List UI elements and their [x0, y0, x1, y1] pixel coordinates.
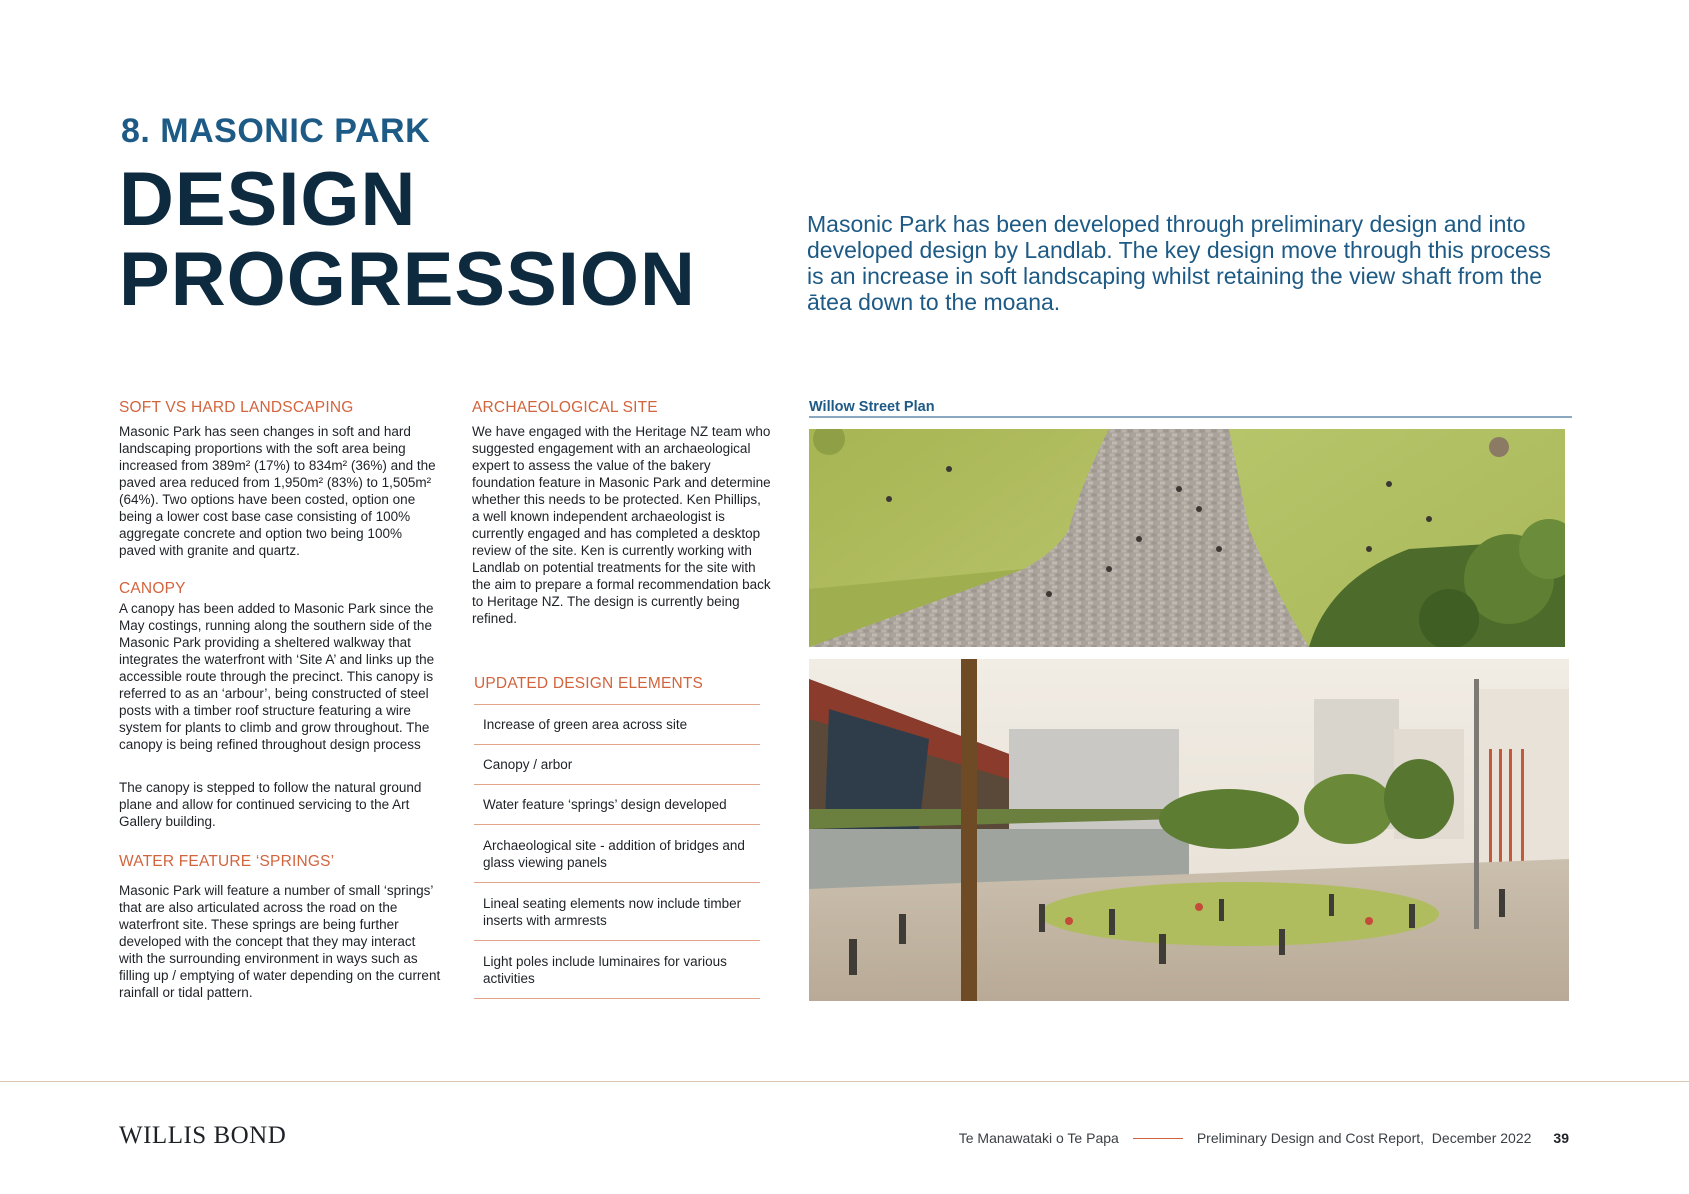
water-feature-body: Masonic Park will feature a number of small ‘springs’ that are also articulated across the road on the waterfront site. These springs are being further developed with the concept that they may interact with the surrounding environment in ways such as filling up / emptying of water depending on the current rainfall or tidal pattern. — [119, 883, 441, 1000]
plan-label: Willow Street Plan — [809, 399, 935, 415]
list-item: Increase of green area across site — [474, 705, 760, 745]
street-perspective-image — [809, 659, 1569, 1001]
canopy-body-1: A canopy has been added to Masonic Park since the May costings, running along the southern side of the Masonic Park providing a sheltered walkway that integrates the waterfront with ‘Site A’ and links up the accessible route through the precinct. This canopy is referred to as an ‘arbour’, being constructed of steel posts with a timber roof structure featuring a wire system for plants to climb and grow throughout. The canopy is being refined throughout design process — [119, 601, 435, 752]
footer-project: Te Manawataki o Te Papa — [958, 1130, 1119, 1146]
water-feature-heading: WATER FEATURE ‘SPRINGS’ — [119, 853, 335, 870]
updated-elements-list — [474, 704, 760, 999]
page-title-line-1: DESIGN — [119, 157, 417, 242]
footer-dash — [1133, 1138, 1183, 1139]
intro-paragraph: Masonic Park has been developed through preliminary design and into developed design by Landlab. The key design move through this process is an increase in soft landscaping whilst retaining the view shaft from the ātea down to the moana. — [807, 211, 1551, 315]
list-item: Light poles include luminaires for various activities — [474, 941, 760, 999]
footer-report: Preliminary Design and Cost Report, December 2022 — [1196, 1130, 1532, 1146]
page-number: 39 — [1553, 1130, 1569, 1146]
list-item: Archaeological site - addition of bridges and glass viewing panels — [474, 825, 760, 883]
list-item: Canopy / arbor — [474, 745, 760, 785]
footer-info — [959, 1130, 1569, 1146]
soft-hard-body: Masonic Park has seen changes in soft and hard landscaping proportions with the soft area being increased from 389m² (17%) to 834m² (36%) and the paved area reduced from 1,950m² (83%) to 1,505m² (64%). Two options have been costed, option one being a lower cost base case consisting of 100% aggregate concrete and option two being 100% paved with granite and quartz. — [119, 424, 436, 558]
list-item: Water feature ‘springs’ design developed — [474, 785, 760, 825]
archaeological-body: We have engaged with the Heritage NZ team who suggested engagement with an archaeological expert to assess the value of the bakery foundation feature in Masonic Park and determine whether this needs to be protected. Ken Phillips, a well known independent archaeologist is currently engaged and has completed a desktop review of the site. Ken is currently working with Landlab on potential treatments for the site with the aim to prepare a formal recommendation back to Heritage NZ. The design is currently being refined. — [472, 424, 771, 626]
page-title-line-2: PROGRESSION — [119, 237, 696, 322]
page-title — [119, 157, 696, 322]
section-subtitle: 8. MASONIC PARK — [121, 112, 431, 150]
updated-elements-heading: UPDATED DESIGN ELEMENTS — [474, 675, 704, 692]
plan-label-rule — [809, 416, 1572, 418]
list-item: Lineal seating elements now include timber inserts with armrests — [474, 883, 760, 941]
footer-rule — [0, 1081, 1689, 1082]
soft-hard-heading: SOFT VS HARD LANDSCAPING — [119, 399, 354, 416]
canopy-heading: CANOPY — [119, 580, 186, 597]
willis-bond-logo: WILLIS BOND — [119, 1122, 287, 1149]
plan-aerial-image — [809, 429, 1565, 647]
archaeological-heading: ARCHAEOLOGICAL SITE — [472, 399, 658, 416]
canopy-body-2: The canopy is stepped to follow the natural ground plane and allow for continued servicing to the Art Gallery building. — [119, 780, 422, 829]
